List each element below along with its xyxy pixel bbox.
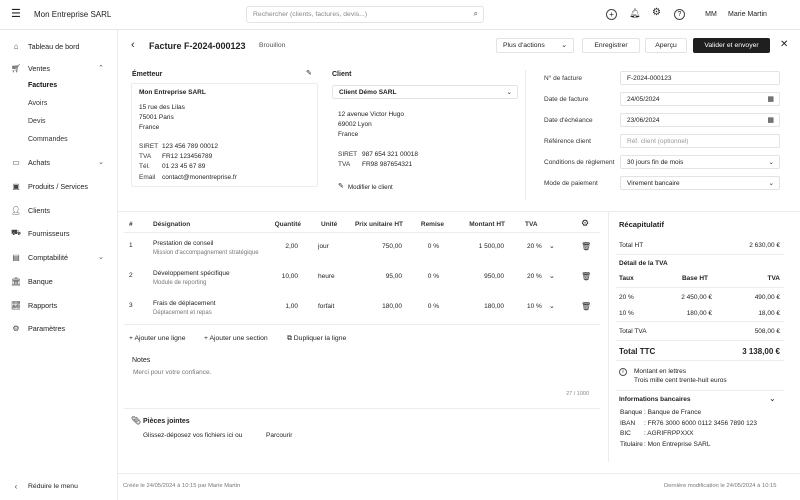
attachments-drop-text[interactable]: Glissez-déposez vos fichiers ici ou [143,432,243,439]
plus-icon: + [204,335,210,342]
plus-icon: + [129,335,135,342]
issuer-name: Mon Entreprise SARL [139,89,206,96]
divider [616,360,784,361]
edit-icon[interactable]: ✎ [306,70,312,77]
divider [124,324,600,325]
browse-link[interactable]: Parcourir [266,432,293,439]
client-country: France [338,131,359,138]
row-quantity[interactable]: 2,00 [285,243,298,250]
back-icon[interactable]: ‹ [131,39,135,51]
sidebar-item-dashboard[interactable] [10,39,110,53]
divider [118,473,800,474]
amount-words: Trois mille cent trente-huit euros [634,377,727,384]
holder: Mon Entreprise SARL [647,441,711,448]
user-name[interactable]: Marie Martin [728,11,767,18]
col-header-tva: TVA [525,221,538,228]
row-designation[interactable]: Développement spécifique [153,270,230,277]
issuer-email-label: Email [139,174,156,181]
bank-icon: 🏛︎ [10,276,22,286]
info-icon: i [619,368,627,376]
divider [616,321,784,322]
tva-detail-title: Détail de la TVA [619,260,668,267]
iban-value: : FR76 3000 6000 0112 3456 7890 123 [644,420,758,427]
divider [616,340,784,341]
total-tva-label: Total TVA [619,328,647,335]
edit-client-link[interactable]: Modifier le client [348,184,393,191]
row-discount[interactable]: 0 % [427,303,439,310]
search-input[interactable] [246,6,484,23]
avatar[interactable]: MM [705,11,717,18]
chart-icon: 📈︎ [10,300,22,310]
row-description: Module de reporting [153,280,207,286]
divider [525,70,526,200]
tva-row-base: 2 450,00 € [681,294,712,301]
page-title: Facture F-2024-000123 [149,41,246,51]
total-ttc-value: 3 138,00 € [742,347,780,356]
invoice-number-label: N° de facture [544,75,583,82]
chevron-down-icon: ⌄ [768,180,774,187]
gear-icon[interactable]: ⚙ [652,7,661,18]
issuer-siret-label: SIRET [139,143,159,150]
preview-button[interactable]: Aperçu [645,38,687,53]
bank-info-title: Informations bancaires [619,396,691,403]
client-ref-field[interactable] [620,134,780,148]
row-amount[interactable]: 950,00 [484,273,504,280]
tva-row-rate: 20 % [619,294,634,301]
sidebar-item-label: Clients [28,205,50,215]
collapse-menu-button[interactable] [10,479,110,493]
divider [124,408,600,409]
issuer-tel-label: Tél. [139,163,150,170]
issuer-section-title: Émetteur [132,71,163,78]
row-unit-price[interactable]: 95,00 [385,273,402,280]
duplicate-line-button[interactable] [287,335,346,343]
total-ttc-label: Total TTC [619,347,656,356]
sidebar-item-label: Paramètres [28,323,66,333]
row-unit[interactable]: forfait [318,303,335,310]
row-discount[interactable]: 0 % [427,273,439,280]
edit-client-icon: ✎ [338,183,344,190]
sidebar-item-label: Banque [28,276,53,286]
sidebar-item-products[interactable] [10,179,110,193]
sidebar-item-label: Rapports [28,300,58,310]
sidebar-item-label: Tableau de bord [28,41,80,51]
created-info: Créée le 24/05/2024 à 10:15 par Marie Martin [123,483,241,489]
row-description: Mission d'accompagnement stratégique [153,250,259,256]
issuer-address1: 15 rue des Lilas [139,104,185,111]
user-icon: 👤︎ [10,205,22,215]
invoice-date-label: Date de facture [544,96,589,103]
sidebar-item-label: Fournisseurs [28,228,70,238]
notes-text: Merci pour votre confiance. [133,369,212,376]
client-ref-placeholder: Réf. client (optionnel) [627,137,689,145]
holder-label: Titulaire [620,441,643,448]
summary-title: Récapitulatif [619,220,665,229]
payment-terms-label: Conditions de règlement [544,159,615,166]
payment-method-label: Mode de paiement [544,180,598,187]
help-icon[interactable]: ? [674,9,685,20]
client-ref-label: Référence client [544,138,591,145]
amount-words-label: Montant en lettres [634,368,687,375]
calendar-icon[interactable]: ▦ [767,117,774,124]
issuer-card [131,83,318,187]
chevron-down-icon: ⌄ [506,89,512,96]
chevron-down-icon: ⌄ [98,159,104,166]
row-unit[interactable]: jour [318,243,329,250]
tva-header-rate: Taux [619,275,634,282]
sidebar-item-bank[interactable] [10,274,110,288]
save-button[interactable]: Enregistrer [582,38,640,53]
add-line-button[interactable] [129,335,186,342]
add-section-button[interactable] [204,335,268,342]
col-header-quantity: Quantité [274,221,301,228]
sidebar-item-suppliers[interactable] [10,226,110,240]
due-date-value: 23/06/2024 [627,116,660,124]
sidebar-item-clients[interactable] [10,203,110,217]
bag-icon: ▭ [12,157,20,167]
divider [124,232,600,233]
payment-method-select[interactable] [620,176,780,190]
issuer-email: contact@monentreprise.fr [162,174,237,181]
close-icon[interactable]: ✕ [780,39,789,50]
client-address1: 12 avenue Victor Hugo [338,111,405,118]
total-ht-value: 2 630,00 € [749,242,780,249]
calendar-icon[interactable]: ▦ [767,96,774,103]
tva-row-base: 180,00 € [686,310,712,317]
sidebar-item-purchases[interactable] [10,155,110,169]
divider [616,390,784,391]
tva-row-rate: 10 % [619,310,634,317]
cart-icon: 🛒︎ [10,63,22,73]
row-number: 3 [129,302,133,309]
col-header-designation: Désignation [153,221,191,228]
row-tva[interactable]: 20 % [527,243,542,250]
divider [608,212,609,462]
client-siret: 987 654 321 00018 [362,151,419,158]
client-tva: FR98 987654321 [362,161,413,168]
chevron-down-icon[interactable]: ⌄ [549,273,555,280]
tva-row-amount: 490,00 € [754,294,780,301]
client-address2: 69002 Lyon [338,121,372,128]
due-date-label: Date d'échéance [544,117,593,124]
search-icon[interactable]: ⌕ [473,9,478,18]
sidebar-sub-invoices[interactable]: Factures [28,82,58,89]
sidebar-item-accounting[interactable] [10,250,110,264]
client-tva-label: TVA [338,161,351,168]
chevron-down-icon[interactable]: ⌄ [549,303,555,310]
iban-label: IBAN [620,420,636,427]
truck-icon: ⛟ [10,228,22,237]
trash-icon[interactable]: 🗑︎ [581,272,592,281]
notes-textarea[interactable] [130,365,593,401]
sidebar-item-reports[interactable] [10,298,110,312]
chevron-down-icon: ⌄ [98,254,104,261]
bank-name: Banque de France [647,409,702,416]
duplicate-line-label: Dupliquer la ligne [293,335,347,342]
row-tva[interactable]: 20 % [527,273,542,280]
issuer-address2: 75001 Paris [139,114,174,121]
client-siret-label: SIRET [338,151,358,158]
gear-icon: ⚙ [12,323,20,333]
status-badge: Brouillon [259,42,286,49]
row-discount[interactable]: 0 % [427,243,439,250]
bic-value: : AGRIFRPPXXX [644,430,694,437]
chevron-down-icon: ⌄ [768,159,774,166]
col-header-amount: Montant HT [469,221,505,228]
search-placeholder: Rechercher (clients, factures, devis...) [253,11,368,18]
row-tva[interactable]: 10 % [527,303,542,310]
row-unit-price[interactable]: 180,00 [382,303,402,310]
iban: FR76 3000 6000 0112 3456 7890 123 [647,420,758,427]
col-header-unit-price: Prix unitaire HT [354,221,403,228]
add-line-label: Ajouter une ligne [134,335,186,342]
holder-value: : Mon Entreprise SARL [644,441,711,448]
invoice-number-field[interactable] [620,71,780,85]
sidebar-item-sales[interactable] [10,61,110,75]
add-icon[interactable]: + [606,9,617,20]
add-section-label: Ajouter une section [209,335,268,342]
sidebar-sub-quotes[interactable]: Devis [28,118,46,125]
row-amount[interactable]: 180,00 [484,303,504,310]
issuer-country: France [139,124,160,131]
modified-info: Dernière modification le 24/05/2024 à 10:15 [664,483,777,489]
chevron-down-icon[interactable]: ⌄ [549,243,555,250]
paperclip-icon: 📎︎ [131,416,142,425]
sidebar-item-settings[interactable] [10,321,110,335]
chevron-up-icon[interactable]: ⌄ [769,394,776,403]
row-number: 2 [129,272,133,279]
client-select[interactable] [332,85,518,99]
issuer-tel: 01 23 45 67 89 [162,163,206,170]
attachments-label: Pièces jointes [143,418,190,425]
sidebar-item-label: Comptabilité [28,252,68,262]
trash-icon[interactable]: 🗑︎ [581,242,592,251]
app-title: Mon Entreprise SARL [34,10,112,19]
row-quantity[interactable]: 10,00 [281,273,298,280]
row-number: 1 [129,242,133,249]
sidebar-item-label: Achats [28,157,50,167]
col-header-discount: Remise [420,221,444,228]
row-designation[interactable]: Prestation de conseil [153,240,214,247]
trash-icon[interactable]: 🗑︎ [581,302,592,311]
chevron-down-icon: ⌄ [561,42,567,49]
total-ht-label: Total HT [619,242,644,249]
tva-row-amount: 18,00 € [758,310,780,317]
bank-label: Banque [620,409,643,416]
payment-terms-select[interactable] [620,155,780,169]
sidebar [0,30,118,500]
row-quantity[interactable]: 1,00 [285,303,298,310]
notes-label: Notes [132,357,151,364]
invoice-number-value: F-2024-000123 [627,74,672,82]
tva-header-base: Base HT [681,275,708,282]
menu-icon[interactable]: ☰ [11,8,21,20]
row-unit-price[interactable]: 750,00 [382,243,402,250]
payment-terms-value: 30 jours fin de mois [627,158,684,166]
col-header-unit: Unité [321,221,338,228]
row-description: Déplacement et repas [153,310,212,316]
sidebar-sub-orders[interactable]: Commandes [28,136,68,143]
gear-icon[interactable]: ⚙ [581,218,590,228]
row-designation[interactable]: Frais de déplacement [153,300,216,307]
divider [118,211,800,212]
issuer-siret: 123 456 789 00012 [162,143,219,150]
row-amount[interactable]: 1 500,00 [478,243,504,250]
due-date-field[interactable] [620,113,780,127]
notes-counter: 27 / 1000 [566,391,589,397]
invoice-date-value: 24/05/2024 [627,95,660,103]
validate-send-button[interactable]: Valider et envoyer [693,38,770,53]
more-actions-label: Plus d'actions [503,42,545,49]
row-unit[interactable]: heure [318,273,335,280]
box-icon: ▣ [12,181,20,191]
bic-label: BIC [620,430,631,437]
copy-icon: ⧉ [287,335,294,342]
home-icon: ⌂ [13,41,19,51]
bell-icon[interactable]: 🔔︎ [629,8,641,18]
sidebar-item-label: Ventes [28,63,50,73]
chevron-left-icon: ‹ [14,481,18,491]
sidebar-sub-credits[interactable]: Avoirs [28,100,48,107]
client-section-title: Client [332,71,352,78]
divider [616,287,784,288]
bank-value: : Banque de France [644,409,702,416]
total-tva-value: 508,00 € [754,328,780,335]
bic: AGRIFRPPXXX [647,430,694,437]
col-header-num: # [129,221,133,228]
divider [616,254,784,255]
collapse-menu-label: Réduire le menu [28,482,78,490]
payment-method-value: Virement bancaire [627,179,680,187]
issuer-tva-label: TVA [139,153,152,160]
issuer-tva: FR12 123456789 [162,153,213,160]
book-icon: ▤ [12,252,20,262]
invoice-date-field[interactable] [620,92,780,106]
more-actions-dropdown[interactable] [496,38,574,53]
top-bar [0,0,800,30]
chevron-up-icon: ⌃ [98,65,104,72]
tva-header-tva: TVA [767,275,780,282]
sidebar-item-label: Produits / Services [28,181,88,191]
client-selected: Client Démo SARL [339,88,397,96]
